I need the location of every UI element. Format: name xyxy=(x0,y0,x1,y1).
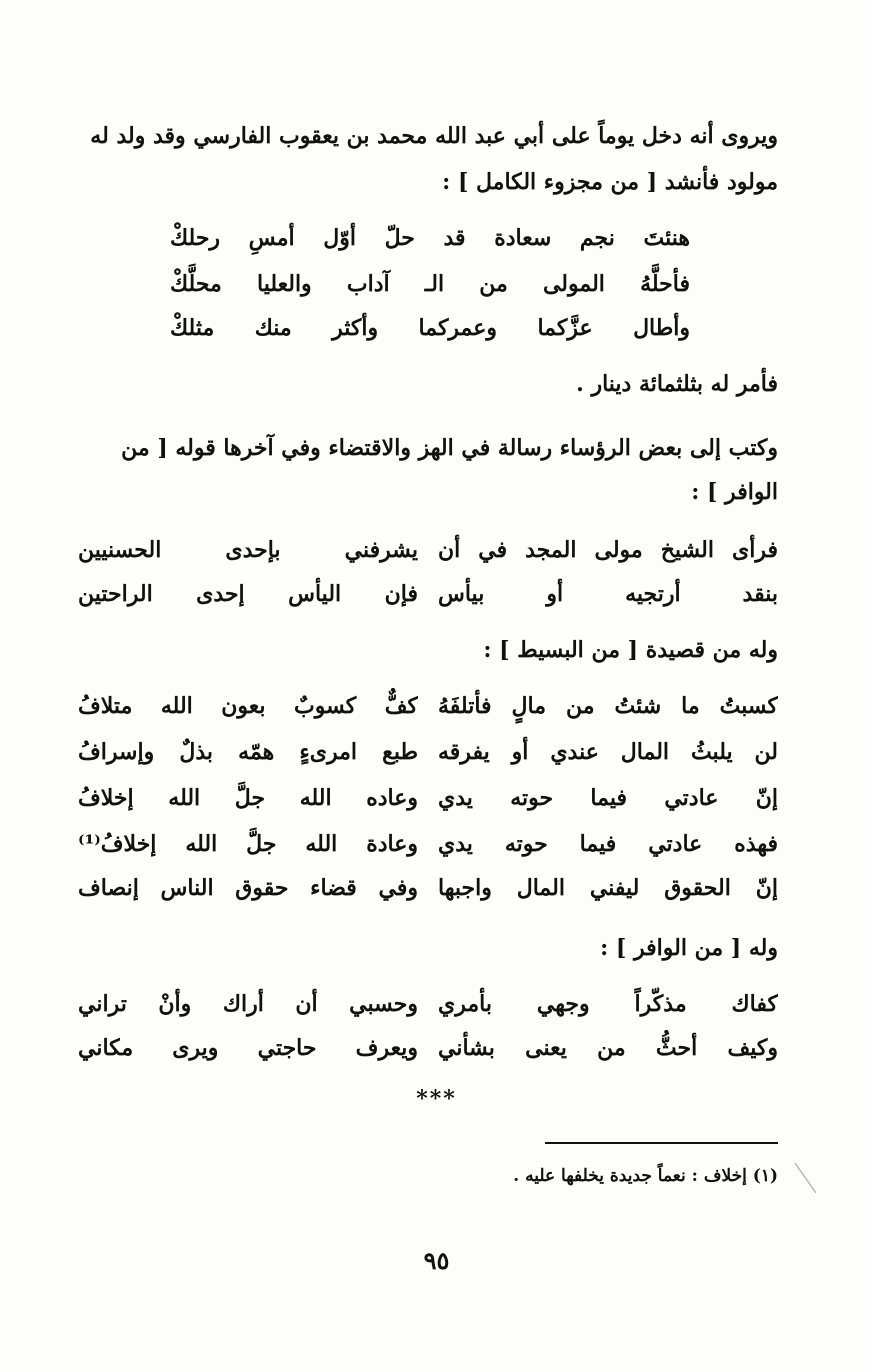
hemistich-first: وكيف أحثُّ من يعنى بشأني xyxy=(438,1035,778,1061)
intro-line-2: مولود فأنشد [ من مجزوء الكامل ] : xyxy=(442,169,778,195)
poem3-verse-3 xyxy=(78,776,778,820)
poem3-verse-2 xyxy=(78,730,778,774)
hemistich-first: كفاك مذكّراً وجهي بأمري xyxy=(438,991,778,1017)
poem1-verse-1: هنئتَ نجم سعادة قد حلّ أوّل أمسِ رحلكْ xyxy=(170,225,690,251)
hemistich-first: فرأى الشيخ مولى المجد في أن xyxy=(438,537,778,563)
poem4-verse-1 xyxy=(78,982,778,1026)
hemistich-first: لن يلبثُ المال عندي أو يفرقه xyxy=(438,739,778,765)
wafir-intro: وله [ من الوافر ] : xyxy=(600,935,778,961)
hemistich-second: وعادة الله جلَّ الله إخلافُ⁽¹⁾ xyxy=(78,831,418,857)
poem3-verse-1 xyxy=(78,684,778,728)
poem2-verse-1 xyxy=(78,528,778,572)
hemistich-second: وحسبي أن أراك وأنْ تراني xyxy=(78,991,418,1017)
hemistich-second: ويعرف حاجتي ويرى مكاني xyxy=(78,1035,418,1061)
poem3-verse-4 xyxy=(78,822,778,866)
hemistich-first: إنّ الحقوق ليفني المال واجبها xyxy=(438,875,778,901)
hemistich-second: فإن اليأس إحدى الراحتين xyxy=(78,581,418,607)
hemistich-second: يشرفني بإحدى الحسنيين xyxy=(78,537,418,563)
intro-line-1: ويروى أنه دخل يوماً على أبي عبد الله محمد بن يعقوب الفارسي وقد ولد له xyxy=(90,123,778,149)
letter-line-2: الوافر ] : xyxy=(691,479,778,505)
hemistich-second: كفٌّ كسوبٌ بعون الله متلافُ xyxy=(78,693,418,719)
hemistich-first: إنّ عادتي فيما حوته يدي xyxy=(438,785,778,811)
letter-line-1: وكتب إلى بعض الرؤساء رسالة في الهز والاقتضاء وفي آخرها قوله [ من xyxy=(121,435,778,461)
footnote: (١) إخلاف : نعماً جديدة يخلفها عليه . xyxy=(513,1166,778,1186)
poem2-verse-2 xyxy=(78,572,778,616)
basit-intro: وله من قصيدة [ من البسيط ] : xyxy=(483,637,778,663)
hemistich-first: فهذه عادتي فيما حوته يدي xyxy=(438,831,778,857)
poem1-verse-2: فأحلَّهُ المولى من الـ آداب والعليا محلَّكْ xyxy=(170,271,690,297)
hemistich-second: وفي قضاء حقوق الناس إنصاف xyxy=(78,875,418,901)
hemistich-second: طبع امرىءٍ همّه بذلٌ وإسرافُ xyxy=(78,739,418,765)
hemistich-first: كسبتُ ما شئتُ من مالٍ فأتلفَهُ xyxy=(438,693,778,719)
page-number: ٩٥ xyxy=(423,1246,450,1275)
scan-mark xyxy=(795,1163,816,1193)
poem1-verse-3: وأطال عزَّكما وعمركما وأكثر منك مثلكْ xyxy=(170,315,690,341)
reward-line: فأمر له بثلثمائة دينار . xyxy=(576,371,778,397)
hemistich-first: بنقد أرتجيه أو بيأس xyxy=(438,581,778,607)
poem3-verse-5 xyxy=(78,866,778,910)
footnote-divider xyxy=(545,1142,778,1144)
hemistich-second: وعاده الله جلَّ الله إخلافُ xyxy=(78,785,418,811)
poem4-verse-2 xyxy=(78,1026,778,1070)
section-separator: *** xyxy=(416,1086,457,1112)
